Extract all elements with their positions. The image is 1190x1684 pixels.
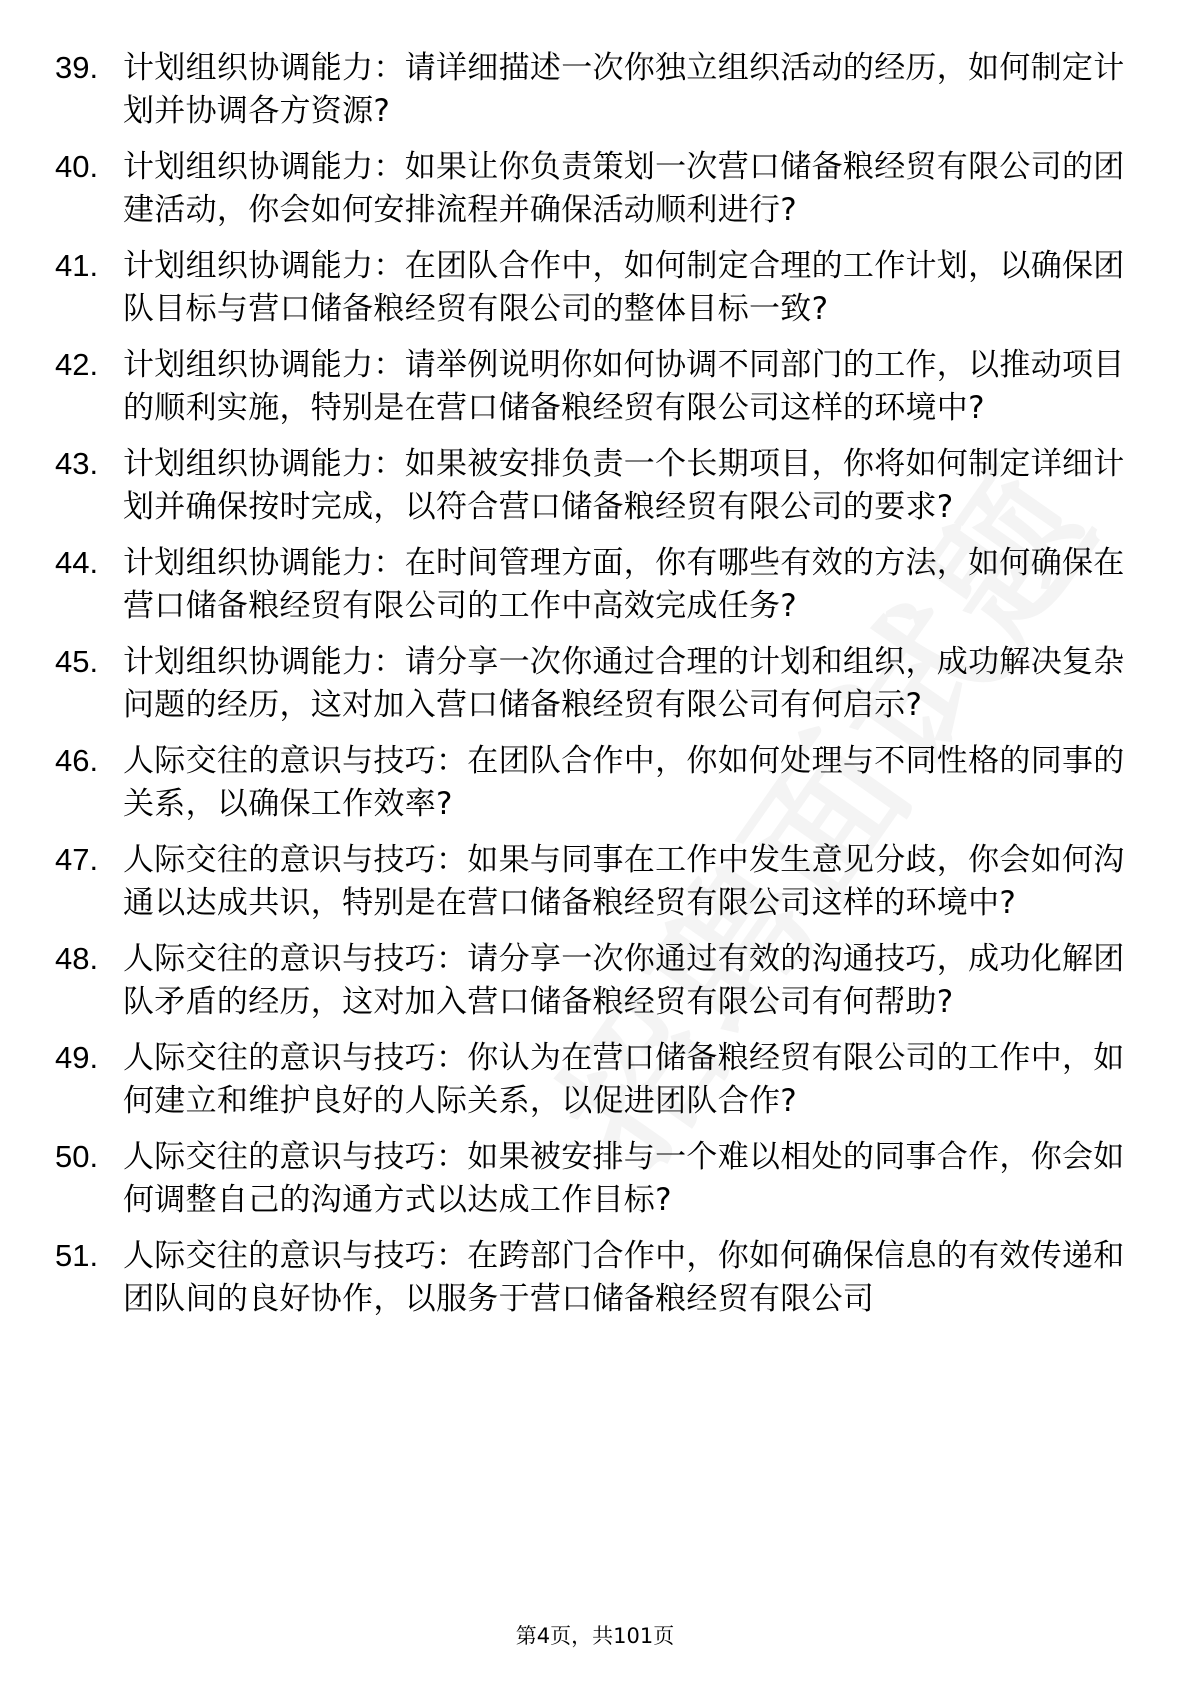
- question-number: 47.: [55, 842, 99, 877]
- question-number: 40.: [55, 149, 99, 184]
- question-text: 计划组织协调能力：在时间管理方面，你有哪些有效的方法，如何确保在营口储备粮经贸有限公司的工作中高效完成任务?: [123, 545, 1125, 624]
- question-item: [55, 245, 1145, 330]
- question-text: 人际交往的意识与技巧：在团队合作中，你如何处理与不同性格的同事的关系，以确保工作效率?: [123, 743, 1125, 822]
- question-number: 48.: [55, 941, 99, 976]
- question-item: [55, 1235, 1145, 1320]
- question-item: [55, 443, 1145, 528]
- question-item: [55, 47, 1145, 132]
- question-number: 51.: [55, 1238, 99, 1273]
- question-item: [55, 839, 1145, 924]
- question-text: 人际交往的意识与技巧：请分享一次你通过有效的沟通技巧，成功化解团队矛盾的经历，这对加入营口储备粮经贸有限公司有何帮助?: [123, 941, 1125, 1020]
- question-item: [55, 146, 1145, 231]
- question-text: 人际交往的意识与技巧：如果与同事在工作中发生意见分歧，你会如何沟通以达成共识，特别是在营口储备粮经贸有限公司这样的环境中?: [123, 842, 1125, 921]
- question-item: [55, 740, 1145, 825]
- question-item: [55, 344, 1145, 429]
- question-number: 50.: [55, 1139, 99, 1174]
- question-text: 计划组织协调能力：在团队合作中，如何制定合理的工作计划，以确保团队目标与营口储备粮经贸有限公司的整体目标一致?: [123, 248, 1125, 327]
- question-list: [55, 47, 1145, 1334]
- page-footer: [0, 1623, 1190, 1649]
- question-number: 43.: [55, 446, 99, 481]
- question-text: 计划组织协调能力：如果让你负责策划一次营口储备粮经贸有限公司的团建活动，你会如何安排流程并确保活动顺利进行?: [123, 149, 1125, 228]
- question-item: [55, 1136, 1145, 1221]
- question-number: 42.: [55, 347, 99, 382]
- question-number: 41.: [55, 248, 99, 283]
- question-number: 39.: [55, 50, 99, 85]
- question-text: 计划组织协调能力：请分享一次你通过合理的计划和组织，成功解决复杂问题的经历，这对加入营口储备粮经贸有限公司有何启示?: [123, 644, 1125, 723]
- question-number: 46.: [55, 743, 99, 778]
- question-number: 45.: [55, 644, 99, 679]
- question-number: 44.: [55, 545, 99, 580]
- question-item: [55, 641, 1145, 726]
- question-text: 计划组织协调能力：请举例说明你如何协调不同部门的工作，以推动项目的顺利实施，特别是在营口储备粮经贸有限公司这样的环境中?: [123, 347, 1125, 426]
- question-text: 人际交往的意识与技巧：你认为在营口储备粮经贸有限公司的工作中，如何建立和维护良好的人际关系，以促进团队合作?: [123, 1040, 1125, 1119]
- page-number-label: 第4页，共101页: [515, 1624, 675, 1648]
- question-item: [55, 938, 1145, 1023]
- question-text: 计划组织协调能力：如果被安排负责一个长期项目，你将如何制定详细计划并确保按时完成，以符合营口储备粮经贸有限公司的要求?: [123, 446, 1125, 525]
- question-item: [55, 542, 1145, 627]
- question-text: 人际交往的意识与技巧：如果被安排与一个难以相处的同事合作，你会如何调整自己的沟通方式以达成工作目标?: [123, 1139, 1125, 1218]
- question-text: 计划组织协调能力：请详细描述一次你独立组织活动的经历，如何制定计划并协调各方资源?: [123, 50, 1125, 129]
- question-text: 人际交往的意识与技巧：在跨部门合作中，你如何确保信息的有效传递和团队间的良好协作，以服务于营口储备粮经贸有限公司: [123, 1238, 1125, 1317]
- question-item: [55, 1037, 1145, 1122]
- question-number: 49.: [55, 1040, 99, 1075]
